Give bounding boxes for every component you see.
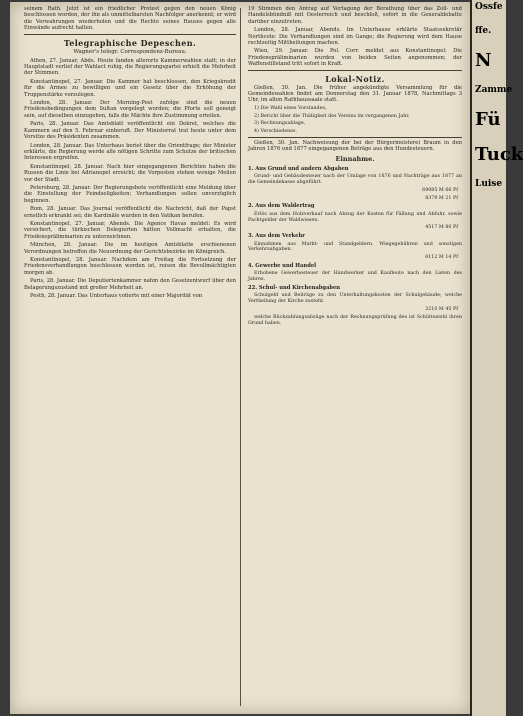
column-rule [240,8,241,706]
section-title: 2. Aus dem Waldertrag [248,203,315,210]
edge-fragment: Zamme [475,85,513,95]
left-column [24,6,236,710]
edge-fragment: Tuck [475,144,523,165]
dispatch-paragraph: Konstantinopel, 28. Januar. Nach hier eingegangenen Berichten haben die Russen die Linie bei Adrianopel erreicht; die Vorposten stehen wenige Meilen vor der Stadt. [24,163,236,183]
section-text: Erhobene Gewerbesteuer der Handwerker und Kaufleute nach den Listen des Jahres. [248,271,462,283]
section-text: Einnahmen aus Markt- und Standgeldern, Wiegegebühren und sonstigen Verkehrsabgaben. [248,241,462,253]
section-divider [248,137,462,138]
right-column [248,6,462,710]
edge-fragment: Luise [475,179,503,189]
section-title: 22. Schul- und Kirchenabgaben [248,285,341,292]
closing-text: welche Rückzahlungsabzüge nach der Rechnungsprüfung des ist Schüttezeihl ihren Grund haben. [248,314,462,326]
notice-paragraph: Gießen, 30. Jan. Die früher angekündigte Versammlung für die Gemeindewahlen findet am Donnerstag den 31. Januar 1878, Nachmittags 3 Uhr, im alten Rathhaussaale statt. [248,84,462,104]
section-text: Schulgeld und Beiträge zu den Unterhaltungskosten der Schulgebäude; welche Vertheilung der Kirche zusteht. [248,293,462,305]
intro-paragraph: seinem Rath. Jetzt ist ein friedlicher Protest gegen den neuen König beschlossen worden, der ihn als unmittelbarsten Nachfolger anerkennt; er wird die Verwahrungen wiederholen und die Rechte seines Hauses gegen alle Einwände aufrecht halten. [24,6,236,32]
dispatch-paragraph: Paris, 28. Januar. Das Amtsblatt veröffentlicht ein Dekret, welches die Kammern auf den 5. Februar einberuft. Der Ministerrat trat heute unter dem Vorsitze des Präsidenten zusammen. [24,121,236,141]
agenda-item: 2) Bericht über die Thätigkeit des Vereins im vergangenen Jahr, [254,113,410,119]
dispatch-paragraph: Wien, 29. Januar. Die Pol. Corr. meldet aus Konstantinopel: Die Friedenspräliminarien wurden von beiden Seiten angenommen; der Waffenstillstand tritt sofort in Kraft. [248,48,462,68]
dispatch-paragraph: Konstantinopel, 27. Januar, Abends. Die Agence Havas meldet: Es wird versichert, die türkischen Delegierten hätten Vollmacht erhalten, die Friedenspräliminarien zu unterzeichnen. [24,220,236,240]
intro-paragraph: 19 Stimmen den Antrag auf Vertagung der Berathung über das Zoll- und Handelsbündniß mit Oesterreich und beschloß, sofort in die Generaldebatte darüber einzutreten. [248,6,462,25]
section-subheading: Wagner's telegr. Correspondenz-Bureau. [73,48,187,55]
agenda-item: 3) Rechnungsablage, [254,121,306,127]
section-divider [24,34,236,35]
table-subheading: Einnahme. [335,154,375,163]
dispatch-paragraph: Paris, 28. Januar. Die Deputiertenkammer nahm den Gesetzentwurf über den Belagerungszustand mit großer Mehrheit an. [24,278,236,291]
amount-value: 69085 M 66 Pf [422,187,458,193]
amount-value: 4517 M 80 Pf [425,225,458,231]
section-divider [248,70,462,71]
dispatch-paragraph: Rom, 28. Januar. Das Journal veröffentlicht die Nachricht, daß der Papst ernstlich erkrankt sei; die Kardinäle wurden in den Vatikan berufen. [24,206,236,219]
dispatch-paragraph: Konstantinopel, 27. Januar. Die Kammer hat beschlossen, den Kriegskredit für die Armee zu bewilligen und ein Gesetz über die Erhöhung der Truppenstärke vorzulegen. [24,78,236,98]
dispatch-paragraph: Pesth, 28. Januar. Das Unterhaus votierte mit einer Majorität von [30,293,203,300]
edge-fragment: N [475,50,492,71]
section-heading: Telegraphische Depeschen. [63,37,197,48]
dispatch-paragraph: London, 28. Januar. Der Morning-Post zufolge sind die neuen Friedensbedingungen dem Sultan vorgelegt worden; die Pforte soll geneigt sein, auf dieselben einzugehen, falls die Mächte ihre Zustimmung erteilen. [24,100,236,119]
dispatch-paragraph: London, 28. Januar, Abends. Im Unterhause erklärte Staatssekretär Northcote: Die Verhandlungen sind im Gange; die Regierung wird dem Hause rechtzeitig Mittheilungen machen. [248,27,462,47]
edge-fragment: Ossfe [475,2,503,12]
amount-value: 3210 M 45 Pf [425,307,458,313]
section-title: 4. Gewerbe und Handel [248,263,317,270]
newspaper-page [10,2,470,714]
notice-paragraph: Gießen, 30. Jan. Nachweisung der bei der Bürgermeisterei Braum in den Jahren 1876 und 1877 eingegangenen Beträge aus den Hundesteuern. [248,140,462,153]
section-title: 3. Aus dem Verkehr [248,233,305,240]
amount-value: 6112 M 14 Pf [425,255,458,261]
dispatch-paragraph: Athen, 27. Januar, Abds. Heute fanden allerorts Kammerwahlen statt; in der Hauptstadt verlief der Wahlact ruhig, die Regierungspartei erhielt die Mehrheit der Stimmen. [24,57,236,77]
edge-fragment: Fü [475,109,501,130]
amount-value: 8379 M 21 Pf [425,195,458,201]
adjacent-page-edge [470,0,523,716]
dispatch-paragraph: München, 28. Januar. Die im heutigen Amtsblatte erschienenen Verordnungen betreffen die Neuordnung der Gerichtsbezirke im Königreich. [24,242,236,255]
dispatch-paragraph: Konstantinopel, 28. Januar. Nachdem am Freitag die Fortsetzung der Friedensverhandlungen beschlossen worden ist, reisen die Bevollmächtigten morgen ab. [24,257,236,276]
section-title: 1. Aus Grund und andern Abgaben [248,165,349,172]
local-heading: Lokal-Notiz. [325,73,385,84]
dispatch-paragraph: London, 28. Januar. Das Unterhaus beriet über die Orientfrage; der Minister erklärte, die Regierung werde alle nötigen Schritte zum Schutze der britischen Interessen ergreifen. [24,142,236,162]
agenda-item: 4) Verschiedenes. [254,129,298,135]
agenda-item: 1) Die Wahl eines Vorstandes, [254,105,327,111]
dispatch-paragraph: Petersburg, 28. Januar. Der Regierungsbote veröffentlicht eine Meldung über die Einstellung der Feindseligkeiten; Verhandlungen sollen unverzüglich beginnen. [24,184,236,204]
edge-fragment: ffe. [475,26,492,36]
section-text: Grund- und Gebäudesteuer nach der Umlage von 1876 und Nachträge aus 1877 an die Gemeindekasse abgeführt. [248,174,462,186]
section-text: Erlös aus dem Holzverkauf nach Abzug der Kosten für Fällung und Abfuhr, sowie Pachtgelder der Waldwiesen. [248,211,462,223]
